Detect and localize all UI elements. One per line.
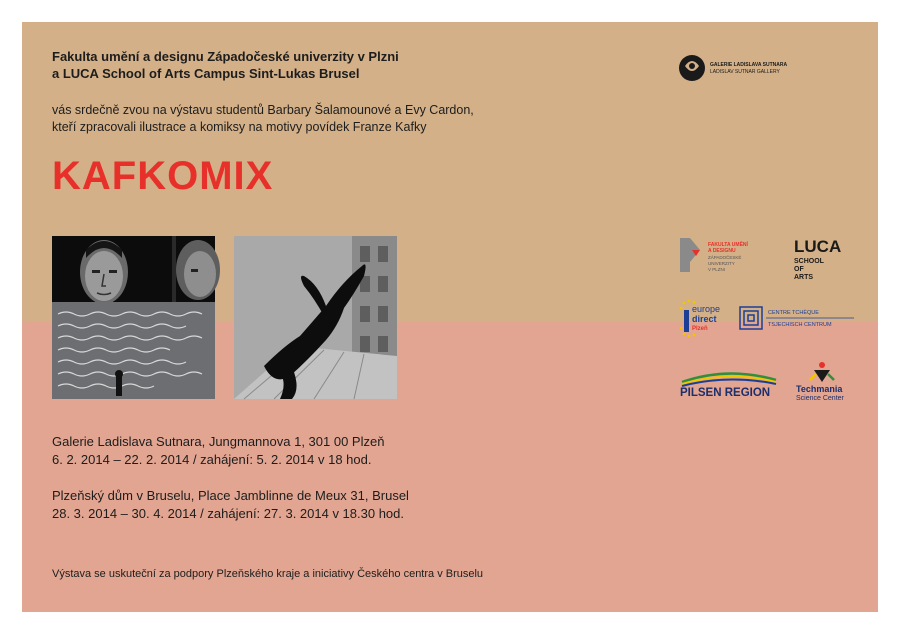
exhibition-title: KAFKOMIX [52, 154, 274, 198]
luca-logo-line-1: SCHOOL [794, 258, 824, 265]
fud-logo-line-1: FAKULTA UMĚNÍ [708, 242, 748, 248]
europe-logo-line-3: Plzeň [692, 326, 708, 332]
venue-pilsen-dates: 6. 2. 2014 – 22. 2. 2014 / zahájení: 5. 2. 2014 v 18 hod. [52, 452, 372, 467]
centre-logo-line-2: TSJECHISCH CENTRUM [768, 322, 832, 328]
fud-logo-line-5: V PLZNI [708, 267, 726, 272]
artwork-faces-illustration [52, 236, 215, 399]
centre-logo-line-1: CENTRE TCHÈQUE [768, 310, 819, 316]
organizers-line-1: Fakulta umění a designu Západočeské univerzity v Plzni [52, 49, 399, 64]
venue-brussels [52, 487, 409, 523]
europe-direct-logo [678, 298, 738, 338]
fud-logo [678, 236, 768, 276]
techmania-logo-line-2: Science Center [796, 395, 844, 402]
galerie-logo-line-2: LADISLAV SUTNAR GALLERY [710, 69, 780, 75]
invitation-line-1: vás srdečně zvou na výstavu studentů Barbary Šalamounové a Evy Cardon, [52, 103, 474, 117]
luca-logo-line-2: OF [794, 266, 804, 273]
organizers-line-2: a LUCA School of Arts Campus Sint-Lukas Brusel [52, 66, 360, 81]
galerie-sutnara-logo [678, 52, 788, 84]
pilsen-region-logo [678, 368, 780, 398]
luca-logo [792, 236, 872, 284]
fud-logo-line-4: UNIVERZITY [708, 261, 735, 266]
luca-logo-line-3: ARTS [794, 274, 814, 281]
venue-brussels-place: Plzeňský dům v Bruselu, Place Jamblinne de Meux 31, Brusel [52, 488, 409, 503]
fud-logo-line-3: ZÁPADOČESKÉ [708, 255, 742, 260]
techmania-logo-line-1: Techmania [796, 384, 843, 394]
galerie-logo-line-1: GALERIE LADISLAVA SUTNARA [710, 62, 788, 68]
pilsen-logo-word: PILSEN REGION [680, 387, 771, 399]
europe-logo-line-2: direct [692, 314, 717, 324]
venue-brussels-dates: 28. 3. 2014 – 30. 4. 2014 / zahájení: 27. 3. 2014 v 18.30 hod. [52, 506, 405, 521]
europe-logo-line-1: europe [692, 304, 721, 314]
support-note: Výstava se uskuteční za podpory Plzeňského kraje a iniciativy Českého centra v Bruselu [52, 568, 484, 580]
invitation-text [52, 102, 474, 136]
techmania-logo [792, 360, 856, 402]
invitation-card [22, 22, 878, 612]
venue-pilsen-place: Galerie Ladislava Sutnara, Jungmannova 1, 301 00 Plzeň [52, 434, 385, 449]
venue-pilsen [52, 433, 384, 469]
organizers [52, 48, 399, 82]
luca-logo-word: LUCA [794, 237, 842, 256]
fud-logo-line-2: A DESIGNU [708, 248, 736, 254]
artwork-running-figure-illustration [234, 236, 397, 399]
centre-tcheque-logo [738, 305, 858, 331]
invitation-line-2: kteří zpracovali ilustrace a komiksy na motivy povídek Franze Kafky [52, 120, 427, 134]
